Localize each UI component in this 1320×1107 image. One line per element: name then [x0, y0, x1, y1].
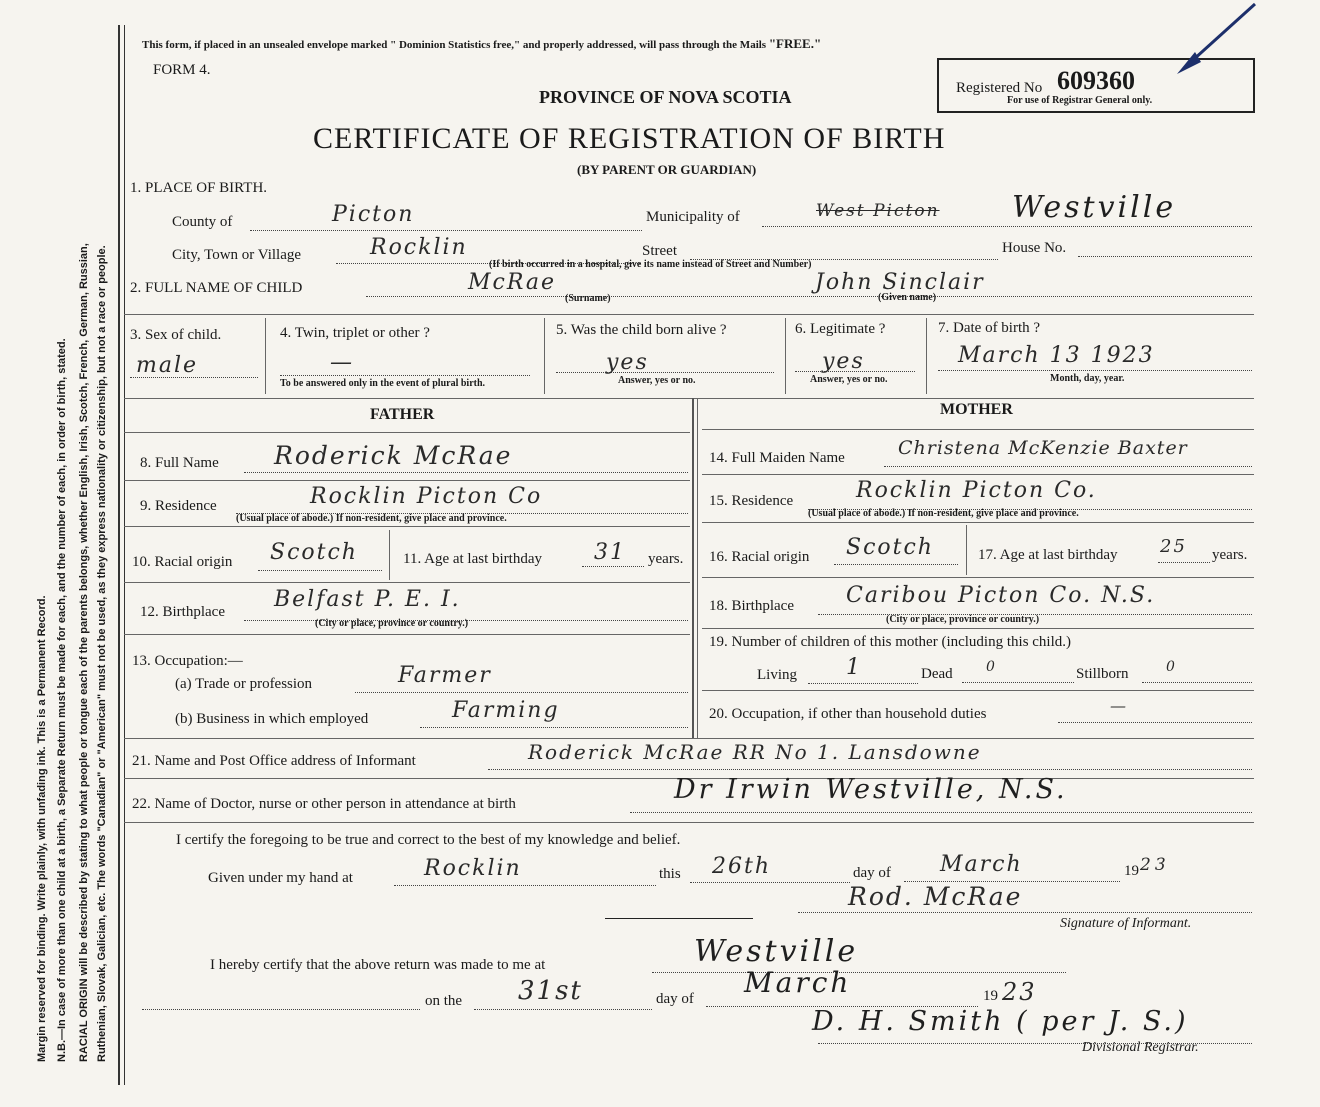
given-name-label: (Given name) — [878, 292, 937, 303]
father-race-label: 10. Racial origin — [132, 554, 233, 570]
registrar-statement: I hereby certify that the above return was made to me at — [210, 957, 546, 973]
county-label: County of — [172, 214, 233, 230]
mother-birthplace-note: (City or place, province or country.) — [886, 614, 1040, 625]
mother-residence-note: (Usual place of abode.) If non-resident, give place and province. — [808, 508, 1079, 519]
father-trade-label: (a) Trade or profession — [175, 676, 313, 692]
informant-value: Roderick McRae RR No 1. Lansdowne — [528, 740, 982, 764]
dob-note: Month, day, year. — [1050, 373, 1125, 384]
sex-value: male — [136, 353, 199, 378]
given-place: Rocklin — [424, 856, 522, 881]
mother-name-value: Christena McKenzie Baxter — [898, 437, 1188, 459]
municipality-struck: West Picton — [816, 201, 940, 221]
registrar-place: Westville — [694, 934, 859, 969]
father-age-label: 11. Age at last birthday — [403, 551, 542, 567]
dead-value: 0 — [986, 659, 997, 675]
certify-dayof-label: day of — [853, 865, 891, 881]
margin-note-3: RACIAL ORIGIN will be described by stating to what people or tongue each of the parents belongs, whether English, Irish, Scotch, French, German, Russian, — [78, 243, 90, 1062]
this-value: 26th — [712, 854, 772, 879]
registrar-signature-label: Divisional Registrar. — [1082, 1040, 1199, 1055]
living-value: 1 — [846, 655, 862, 680]
margin-note-4: Ruthenian, Slovak, Galician, etc. The words "Canadian" or "American" must not be used, as they express nationality or citizenship, but not a race or people. — [96, 245, 108, 1062]
registrar-dayof-label: day of — [656, 991, 694, 1007]
informant-signature: Rod. McRae — [848, 882, 1023, 911]
city-value: Rocklin — [370, 235, 468, 260]
place-heading: 1. PLACE OF BIRTH. — [130, 180, 268, 196]
municipality-label: Municipality of — [646, 209, 740, 225]
father-birthplace-label: 12. Birthplace — [140, 604, 225, 620]
twin-label: 4. Twin, triplet or other ? — [280, 325, 430, 341]
mother-race-value: Scotch — [846, 535, 934, 560]
certificate-subtitle: (BY PARENT OR GUARDIAN) — [577, 162, 757, 177]
father-age-value: 31 — [594, 540, 626, 565]
father-heading: FATHER — [370, 406, 435, 423]
form-number: FORM 4. — [153, 62, 211, 78]
mother-birthplace-label: 18. Birthplace — [709, 598, 794, 614]
father-birthplace-value: Belfast P. E. I. — [274, 587, 461, 612]
father-residence-value: Rocklin Picton Co — [310, 484, 543, 509]
mail-note — [142, 36, 821, 52]
mother-age-unit: years. — [1212, 547, 1248, 563]
mother-residence-value: Rocklin Picton Co. — [856, 478, 1097, 503]
legitimate-note: Answer, yes or no. — [810, 374, 888, 385]
father-residence-note: (Usual place of abode.) If non-resident, give place and province. — [236, 513, 507, 524]
father-trade-value: Farmer — [398, 663, 492, 688]
child-surname: McRae — [468, 270, 557, 295]
registered-label: Registered No — [956, 80, 1043, 96]
this-label: this — [659, 866, 681, 882]
registrar-on-value: 31st — [518, 976, 583, 1006]
registrar-year-suffix: 23 — [1002, 978, 1037, 1006]
mother-age-value: 25 — [1160, 536, 1187, 557]
father-residence-label: 9. Residence — [140, 498, 217, 514]
sex-label: 3. Sex of child. — [130, 327, 222, 343]
legitimate-value: yes — [822, 349, 865, 374]
county-value: Picton — [332, 202, 415, 227]
dead-label: Dead — [921, 666, 953, 682]
registered-number: 609360 — [1057, 66, 1135, 95]
house-label: House No. — [1002, 240, 1067, 256]
twin-note: To be answered only in the event of plural birth. — [280, 378, 486, 389]
hospital-note: (If birth occurred in a hospital, give its name instead of Street and Number) — [489, 259, 812, 270]
mother-race-label: 16. Racial origin — [709, 549, 810, 565]
mother-children-label: 19. Number of children of this mother (including this child.) — [709, 634, 1072, 650]
margin-note-2: N.B.—In case of more than one child at a birth, a Separate Return must be made for each, and the number of each, in order of birth, stated. — [56, 338, 68, 1062]
certificate-title: CERTIFICATE OF REGISTRATION OF BIRTH — [313, 122, 946, 155]
registrar-month: March — [744, 966, 852, 999]
doctor-value: Dr Irwin Westville, N.S. — [674, 774, 1068, 805]
legitimate-label: 6. Legitimate ? — [795, 321, 886, 337]
check-mark-icon — [1165, 0, 1260, 100]
surname-label: (Surname) — [565, 293, 611, 304]
stillborn-value: 0 — [1166, 659, 1177, 675]
dob-value: March 13 1923 — [958, 343, 1155, 368]
province: PROVINCE OF NOVA SCOTIA — [539, 87, 792, 107]
father-birthplace-note: (City or place, province or country.) — [315, 618, 469, 629]
child-name-label: 2. FULL NAME OF CHILD — [130, 280, 303, 296]
mail-note-text: This form, if placed in an unsealed envelope marked " Dominion Statistics free," and properly addressed, will pass through the Mails — [142, 39, 767, 51]
father-occupation-label: 13. Occupation:— — [132, 653, 243, 669]
mother-occupation-label: 20. Occupation, if other than household duties — [709, 706, 987, 722]
mother-residence-label: 15. Residence — [709, 493, 794, 509]
stillborn-label: Stillborn — [1076, 666, 1129, 682]
mother-name-label: 14. Full Maiden Name — [709, 450, 845, 466]
mother-age-label: 17. Age at last birthday — [978, 547, 1118, 563]
margin-note-1: Margin reserved for binding. Write plainly, with unfading ink. This is a Permanent Record. — [36, 595, 48, 1062]
child-given-name: John Sinclair — [815, 270, 985, 295]
mail-free: "FREE." — [768, 36, 822, 51]
father-age-unit: years. — [648, 551, 684, 567]
dob-label: 7. Date of birth ? — [938, 320, 1041, 336]
registrar-on-label: on the — [425, 993, 463, 1009]
registrar-year-prefix: 19 — [983, 988, 998, 1004]
living-label: Living — [757, 667, 797, 683]
alive-label: 5. Was the child born alive ? — [556, 322, 727, 338]
street-label: Street — [642, 243, 677, 259]
doctor-label: 22. Name of Doctor, nurse or other person in attendance at birth — [132, 796, 516, 812]
mother-birthplace-value: Caribou Picton Co. N.S. — [846, 583, 1156, 608]
given-label: Given under my hand at — [208, 870, 353, 886]
certify-statement: I certify the foregoing to be true and correct to the best of my knowledge and belief. — [176, 832, 681, 848]
alive-value: yes — [606, 350, 649, 375]
municipality-value: Westville — [1012, 190, 1177, 225]
city-label: City, Town or Village — [172, 247, 302, 263]
certify-month: March — [940, 852, 1023, 877]
twin-value: — — [330, 350, 354, 375]
father-name-value: Roderick McRae — [274, 441, 513, 470]
mother-occupation-value: — — [1110, 696, 1136, 715]
mother-heading: MOTHER — [940, 401, 1013, 418]
registrar-signature: D. H. Smith ( per J. S.) — [812, 1006, 1189, 1037]
certify-year-prefix: 19 — [1124, 863, 1139, 879]
informant-signature-label: Signature of Informant. — [1060, 916, 1192, 931]
certify-year-suffix: 23 — [1140, 855, 1170, 875]
informant-label: 21. Name and Post Office address of Informant — [132, 753, 416, 769]
registrar-note: For use of Registrar General only. — [1007, 95, 1153, 106]
father-business-label: (b) Business in which employed — [175, 711, 369, 727]
father-business-value: Farming — [452, 698, 560, 723]
father-name-label: 8. Full Name — [140, 455, 219, 471]
alive-note: Answer, yes or no. — [618, 375, 696, 386]
father-race-value: Scotch — [270, 540, 358, 565]
